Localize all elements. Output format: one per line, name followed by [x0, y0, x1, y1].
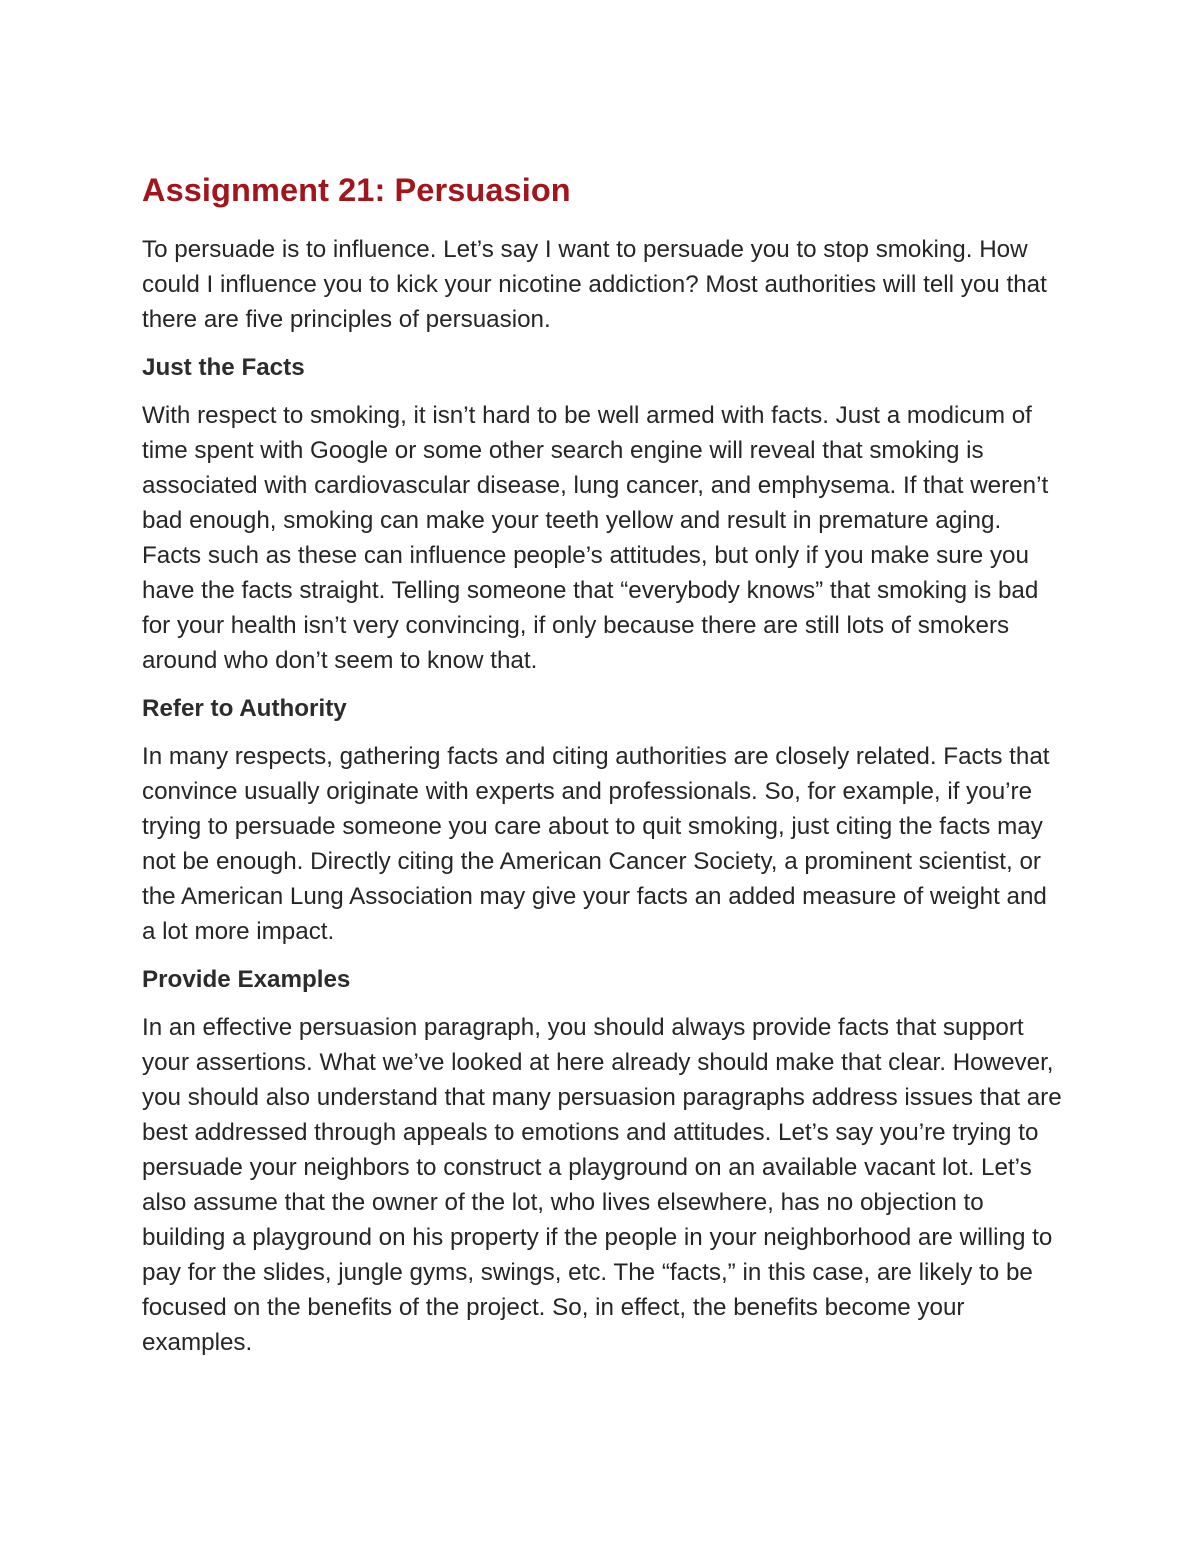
intro-paragraph: To persuade is to influence. Let’s say I want to persuade you to stop smoking. How could I influence you to kick your nicotine addiction? Most authorities will tell you that there are five principles of persuasion. — [142, 236, 1047, 333]
document-title: Assignment 21: Persuasion — [142, 172, 571, 208]
section-body: With respect to smoking, it isn’t hard to be well armed with facts. Just a modicum of time spent with Google or some other search engine will reveal that smoking is associated with cardiovascular disease, lung cancer, and emphysema. If that weren’t bad enough, smoking can make your teeth yellow and result in premature aging. Facts such as these can influence people’s attitudes, but only if you make sure you have the facts straight. Telling someone that “everybody knows” that smoking is bad for your health isn’t very convincing, if only because there are still lots of smokers around who don’t seem to know that. — [142, 402, 1049, 674]
section-body: In an effective persuasion paragraph, you should always provide facts that support your assertions. What we’ve looked at here already should make that clear. However, you should also understand that many persuasion paragraphs address issues that are best addressed through appeals to emotions and attitudes. Let’s say you’re trying to persuade your neighbors to construct a playground on an available vacant lot. Let’s also assume that the owner of the lot, who lives elsewhere, has no objection to building a playground on his property if the people in your neighborhood are willing to pay for the slides, jungle gyms, swings, etc. The “facts,” in this case, are likely to be focused on the benefits of the project. So, in effect, the benefits become your examples. — [142, 1014, 1062, 1356]
section-body: In many respects, gathering facts and citing authorities are closely related. Facts that convince usually originate with experts and professionals. So, for example, if you’re trying to persuade someone you care about to quit smoking, just citing the facts may not be enough. Directly citing the American Cancer Society, a prominent scientist, or the American Lung Association may give your facts an added measure of weight and a lot more impact. — [142, 743, 1050, 945]
section-heading: Just the Facts — [142, 354, 305, 381]
document-page — [142, 168, 1067, 1373]
section-heading: Provide Examples — [142, 966, 351, 993]
section-just-the-facts — [142, 350, 1067, 678]
section-refer-to-authority — [142, 691, 1067, 949]
section-heading: Refer to Authority — [142, 695, 347, 722]
section-provide-examples — [142, 962, 1067, 1360]
